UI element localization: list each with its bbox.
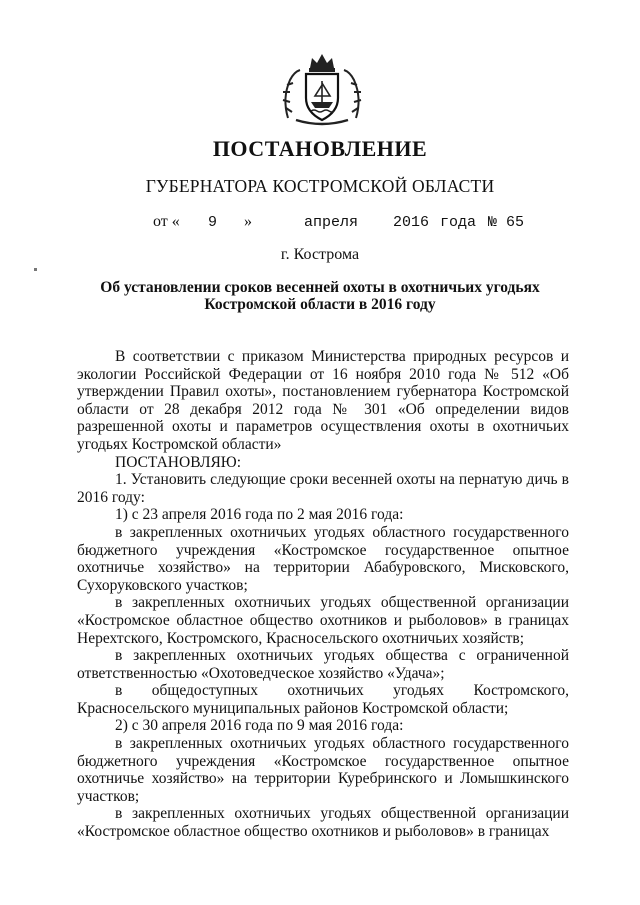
item-1-sub-2: 2) с 30 апреля 2016 года по 9 мая 2016 года: [115,717,404,735]
paragraph-obshchestvo-1: в закрепленных охотничьих угодьях общественной организации «Костромское областное общество охотников и рыболовов» в границах Нерехтского, Костромского, Красносельского охотничьих хозяйств; [77,594,569,647]
paragraph-gos-hozyaystvo-2: в закрепленных охотничьих угодьях областного государственного бюджетного учреждения «Костромское государственное опытное охотничье хозяйство» на территории Куребринского и Ломышкинского участков; [77,735,569,805]
margin-mark [34,268,37,271]
paragraph-public-lands: в общедоступных охотничьих угодьях Костромского, Красносельского муниципальных районов Костромской области; [77,682,569,717]
document-heading [60,279,580,313]
date-day: 9 [208,214,218,231]
intro-paragraph: В соответствии с приказом Министерства природных ресурсов и экологии Российской Федерации от 16 ноября 2010 года № 512 «Об утверждении Правил охоты», постановлением губернатора Костромской области от 28 декабря 2012 года № 301 «Об определении видов разрешенной охоты и параметров осуществления охоты в охотничьих угодьях Костромской области» [77,348,569,453]
date-year-word: года [440,214,477,231]
paragraph-gos-hozyaystvo-1: в закрепленных охотничьих угодьях областного государственного бюджетного учреждения «Костромское государственное опытное охотничье хозяйство» на территории Абабуровского, Мисковского, Сухоруковского участков; [77,523,569,594]
document-title: ПОСТАНОВЛЕНИЕ [212,136,428,161]
item-1: 1. Установить следующие сроки весенней охоты на пернатую дичь в 2016 году: [77,471,569,506]
city-line: г. Кострома [280,246,360,263]
date-number-line [0,213,640,235]
document-body [77,348,569,841]
coat-of-arms-icon [278,50,366,126]
date-month: апреля [304,214,359,231]
date-prefix: от « [153,213,180,230]
date-close-quote: » [244,213,252,230]
decree-word: ПОСТАНОВЛЯЮ: [115,453,242,471]
document-number: № 65 [488,214,525,231]
item-1-sub-1: 1) с 23 апреля 2016 года по 2 мая 2016 года: [115,506,404,524]
heading-line-1: Об установлении сроков весенней охоты в охотничьих угодьях [100,279,540,296]
paragraph-udacha: в закрепленных охотничьих угодьях общества с ограниченной ответственностью «Охотоведческое хозяйство «Удача»; [77,647,569,682]
document-issuer: ГУБЕРНАТОРА КОСТРОМСКОЙ ОБЛАСТИ [145,176,495,196]
paragraph-obshchestvo-2: в закрепленных охотничьих угодьях общественной организации «Костромское областное общество охотников и рыболовов» в границах [77,805,569,841]
date-year: 2016 [393,214,430,231]
heading-line-2: Костромской области в 2016 году [204,296,436,313]
